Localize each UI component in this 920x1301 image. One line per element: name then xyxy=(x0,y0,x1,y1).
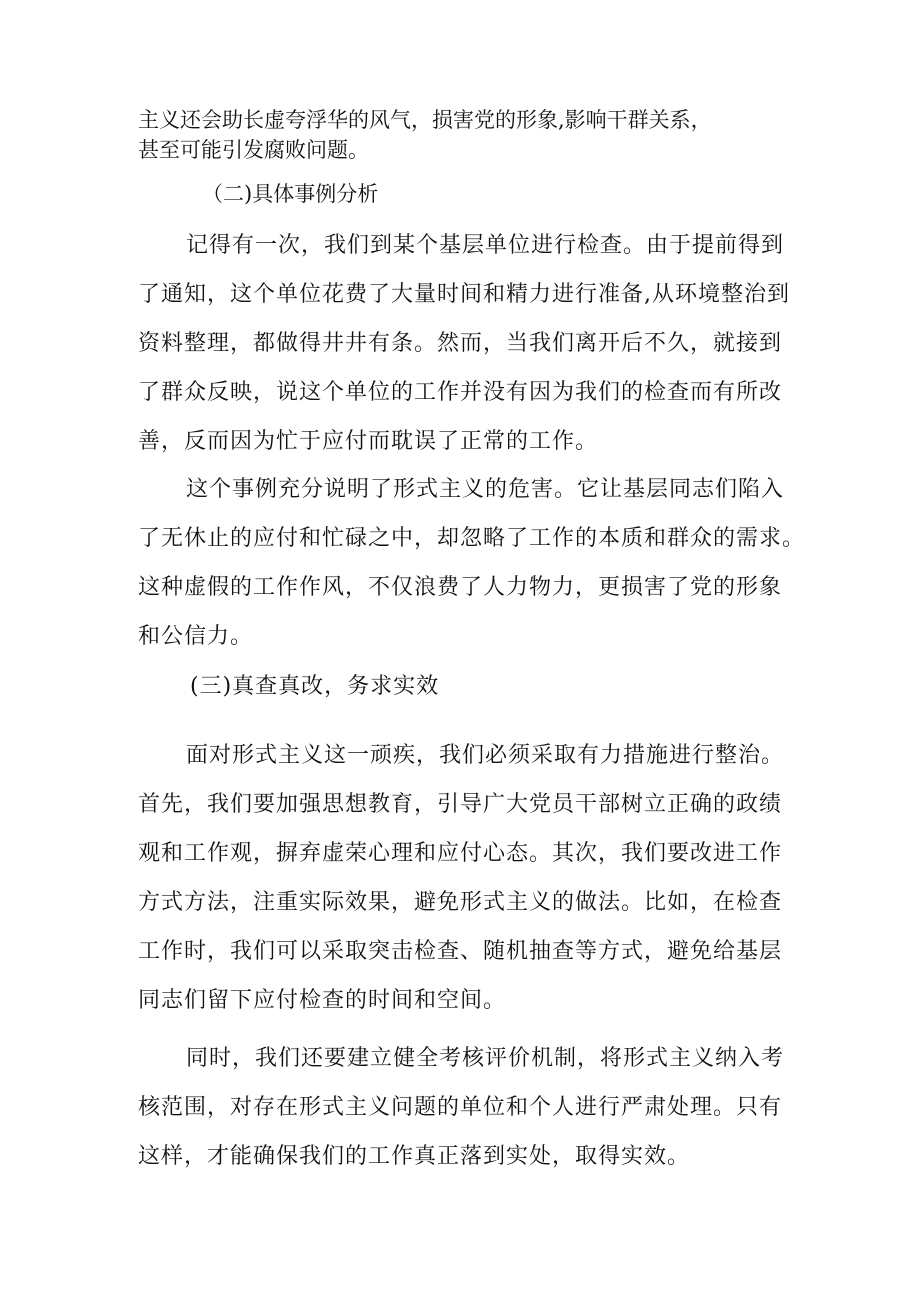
paragraph-line: 这样，才能确保我们的工作真正落到实处，取得实效。 xyxy=(138,1144,691,1169)
paragraph-line: 同时，我们还要建立健全考核评价机制，将形式主义纳入考 xyxy=(186,1046,785,1071)
paragraph-line: 这个事例充分说明了形式主义的危害。它让基层同志们陷入 xyxy=(186,477,785,502)
section-heading-3: (三)真查真改，务求实效 xyxy=(190,674,440,699)
section-heading-2: （二)具体事例分析 xyxy=(202,182,379,206)
paragraph-line: 这种虚假的工作作风，不仅浪费了人力物力，更损害了党的形象 xyxy=(138,575,783,600)
paragraph-line: 工作时，我们可以采取突击检查、随机抽查等方式，避免给基层 xyxy=(138,939,783,964)
paragraph-line: 了无休止的应付和忙碌之中，却忽略了工作的本质和群众的需求。 xyxy=(138,526,806,551)
paragraph-line: 面对形式主义这一顽疾，我们必须采取有力措施进行整治。 xyxy=(186,743,785,768)
paragraph-line: 首先，我们要加强思想教育，引导广大党员干部树立正确的政绩 xyxy=(138,792,783,817)
paragraph-line: 了通知，这个单位花费了大量时间和精力进行准备,从环境整治到 xyxy=(138,282,790,307)
paragraph-line: 和公信力。 xyxy=(138,624,254,649)
paragraph-line: 资料整理，都做得井井有条。然而，当我们离开后不久，就接到 xyxy=(138,331,783,356)
paragraph-line: 同志们留下应付检查的时间和空间。 xyxy=(138,988,507,1013)
paragraph-line: 观和工作观，摒弃虚荣心理和应付心态。其次，我们要改进工作 xyxy=(138,841,783,866)
paragraph-line: 方式方法，注重实际效果，避免形式主义的做法。比如，在检查 xyxy=(138,890,783,915)
paragraph-line: 核范围，对存在形式主义问题的单位和个人进行严肃处理。只有 xyxy=(138,1095,783,1120)
paragraph-line: 主义还会助长虚夸浮华的风气，损害党的形象,影响干群关系， xyxy=(138,108,712,132)
paragraph-line: 甚至可能引发腐败问题。 xyxy=(138,138,369,162)
paragraph-line: 记得有一次，我们到某个基层单位进行检查。由于提前得到 xyxy=(186,233,785,258)
paragraph-line: 了群众反映，说这个单位的工作并没有因为我们的检查而有所改 xyxy=(138,380,783,405)
paragraph-line: 善，反而因为忙于应付而耽误了正常的工作。 xyxy=(138,429,599,454)
